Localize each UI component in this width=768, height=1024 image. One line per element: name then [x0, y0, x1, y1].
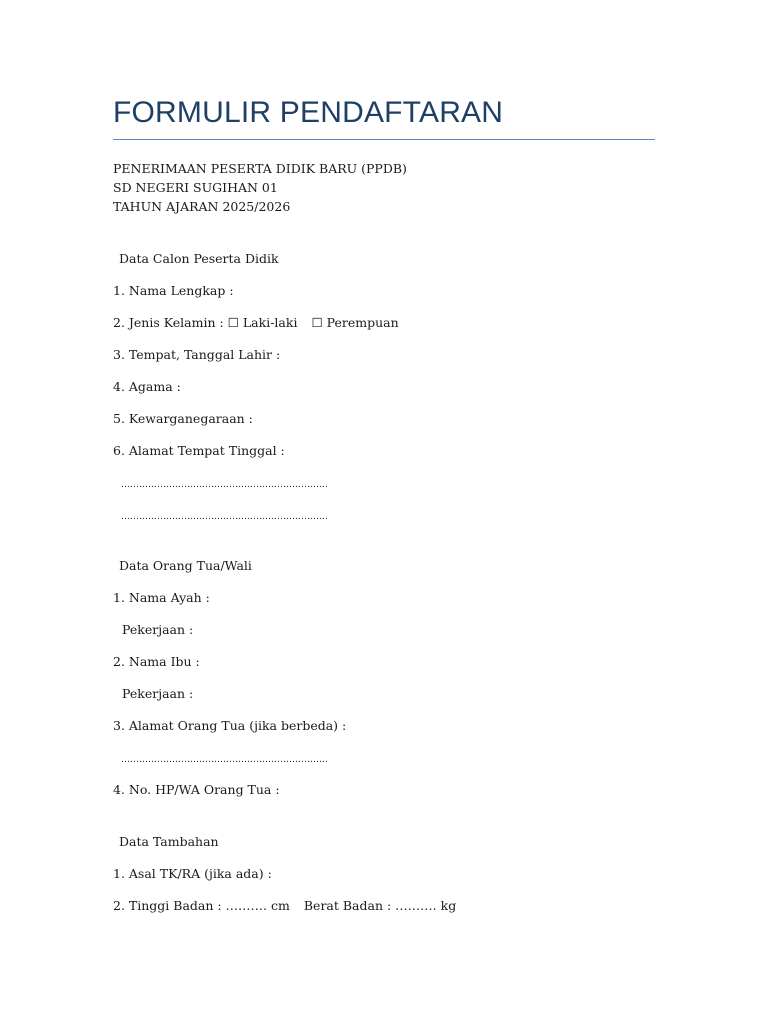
- field-religion: 4. Agama :: [113, 379, 181, 394]
- section-heading-extra: Data Tambahan: [119, 834, 219, 849]
- field-height-weight: [113, 898, 456, 914]
- field-weight: Berat Badan : ………. kg: [303, 898, 457, 913]
- header-program: PENERIMAAN PESERTA DIDIK BARU (PPDB): [113, 161, 407, 176]
- field-gender: [113, 315, 399, 331]
- field-parent-address: 3. Alamat Orang Tua (jika berbeda) :: [113, 718, 347, 733]
- option-male-label: Laki-laki: [242, 315, 298, 330]
- field-height: 2. Tinggi Badan : ………. cm: [113, 898, 290, 913]
- field-mother-job: Pekerjaan :: [122, 686, 194, 701]
- address-fill-line-1: ……………………………………………………………: [121, 480, 328, 490]
- header-year: TAHUN AJARAN 2025/2026: [113, 199, 291, 214]
- checkbox-female[interactable]: ☐: [311, 315, 323, 330]
- field-kindergarten: 1. Asal TK/RA (jika ada) :: [113, 866, 272, 881]
- field-mother-name: 2. Nama Ibu :: [113, 654, 200, 669]
- option-female-label: Perempuan: [326, 315, 399, 330]
- checkbox-male[interactable]: ☐: [227, 315, 239, 330]
- field-parent-phone: 4. No. HP/WA Orang Tua :: [113, 782, 280, 797]
- address-fill-line-2: ……………………………………………………………: [121, 512, 328, 522]
- field-gender-label: 2. Jenis Kelamin :: [113, 315, 224, 330]
- field-father-name: 1. Nama Ayah :: [113, 590, 210, 605]
- section-heading-student: Data Calon Peserta Didik: [119, 251, 279, 266]
- field-full-name: 1. Nama Lengkap :: [113, 283, 234, 298]
- field-birth-place-date: 3. Tempat, Tanggal Lahir :: [113, 347, 281, 362]
- field-father-job: Pekerjaan :: [122, 622, 194, 637]
- section-heading-parents: Data Orang Tua/Wali: [119, 558, 252, 573]
- field-address: 6. Alamat Tempat Tinggal :: [113, 443, 285, 458]
- title-underline: [113, 139, 655, 140]
- field-citizenship: 5. Kewarganegaraan :: [113, 411, 253, 426]
- form-title: FORMULIR PENDAFTARAN: [113, 96, 504, 129]
- header-school: SD NEGERI SUGIHAN 01: [113, 180, 278, 195]
- parent-address-fill-line: ……………………………………………………………: [121, 755, 328, 765]
